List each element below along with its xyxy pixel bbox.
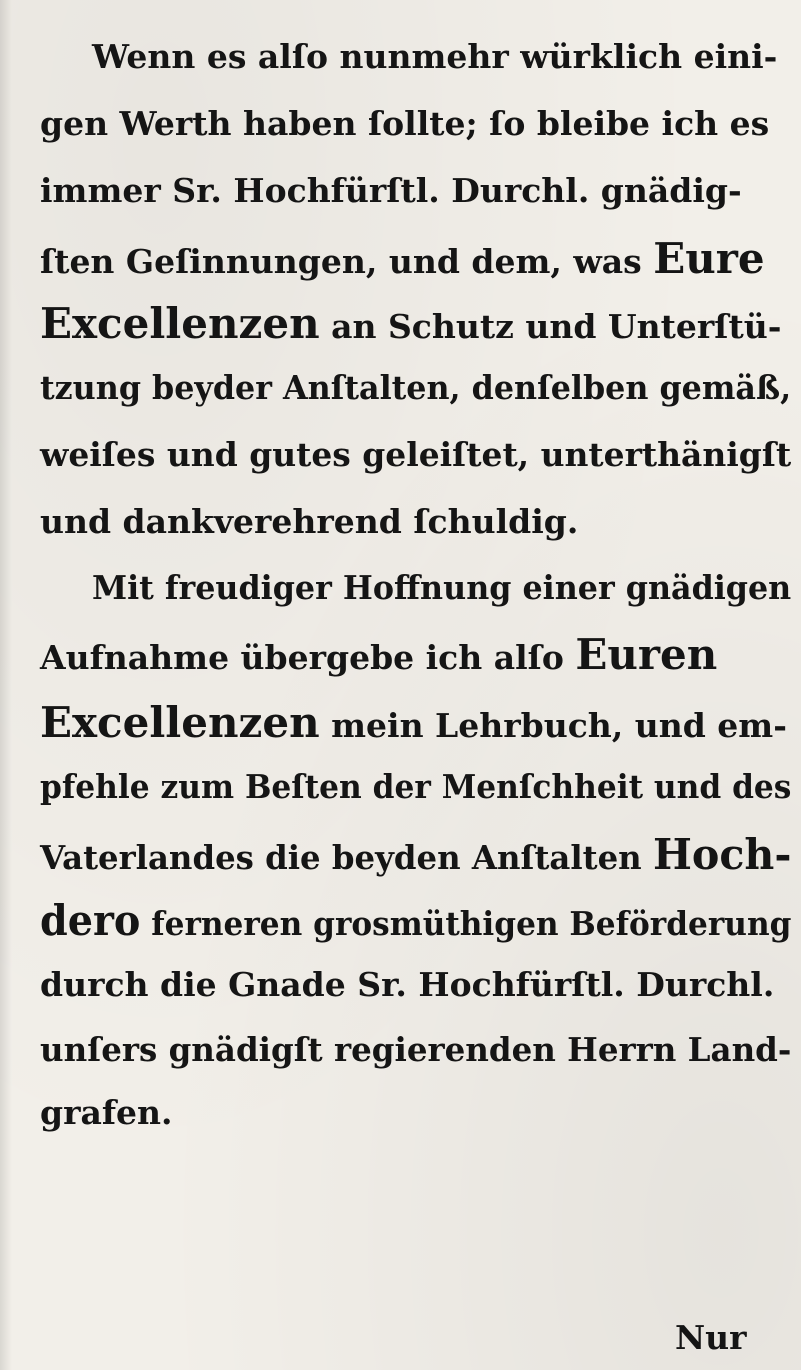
text-run: und dankverehrend ſchuldig. <box>40 502 579 541</box>
catchword: Nur <box>675 1318 747 1357</box>
text-run: ſten Geſinnungen, und dem, was <box>40 242 654 281</box>
text-line <box>40 1093 173 1132</box>
text-run: mein Lehrbuch, und em- <box>319 706 787 745</box>
text-line <box>40 171 742 210</box>
text-line <box>40 502 579 541</box>
text-line <box>40 1030 792 1069</box>
emphasis-run: Euren <box>575 630 718 679</box>
text-line <box>40 299 782 348</box>
text-run: grafen. <box>40 1093 173 1132</box>
text-run: Aufnahme übergebe ich alſo <box>40 638 576 677</box>
emphasis-run: Excellenzen <box>40 698 320 747</box>
text-run: ferneren grosmüthigen Beförderung <box>140 904 792 943</box>
text-line <box>40 368 792 407</box>
text-run: durch die Gnade Sr. Hochfürſtl. Durchl. <box>40 965 775 1004</box>
text-run: an Schutz und Unterſtü- <box>319 307 782 346</box>
text-line <box>40 104 770 143</box>
text-line <box>40 234 765 283</box>
text-run: Mit freudiger Hoffnung einer gnädigen <box>92 568 792 607</box>
text-line <box>40 896 792 945</box>
text-line <box>92 568 792 607</box>
text-run: Vaterlandes die beyden Anſtalten <box>40 838 653 877</box>
text-run: tzung beyder Anſtalten, denſelben gemäß, <box>40 368 792 407</box>
page-fold-shadow <box>0 0 12 1370</box>
text-line <box>40 965 775 1004</box>
text-run: unſers gnädigſt regierenden Herrn Land- <box>40 1030 792 1069</box>
text-line <box>40 435 792 474</box>
text-line <box>40 698 787 747</box>
emphasis-run: Eure <box>653 234 765 283</box>
emphasis-run: Excellenzen <box>40 299 320 348</box>
text-run: gen Werth haben ſollte; ſo bleibe ich es <box>40 104 770 143</box>
text-line <box>40 630 718 679</box>
text-run: weiſes und gutes geleiſtet, unterthänigſt <box>40 435 792 474</box>
text-run: pfehle zum Beſten der Menſchheit und des <box>40 767 792 806</box>
text-line <box>40 767 792 806</box>
text-line <box>40 830 792 879</box>
text-line <box>92 37 778 76</box>
text-run: Wenn es alſo nunmehr würklich eini- <box>92 37 778 76</box>
emphasis-run: Hoch- <box>652 830 792 879</box>
text-run: immer Sr. Hochfürſtl. Durchl. gnädig- <box>40 171 742 210</box>
emphasis-run: dero <box>40 896 141 945</box>
